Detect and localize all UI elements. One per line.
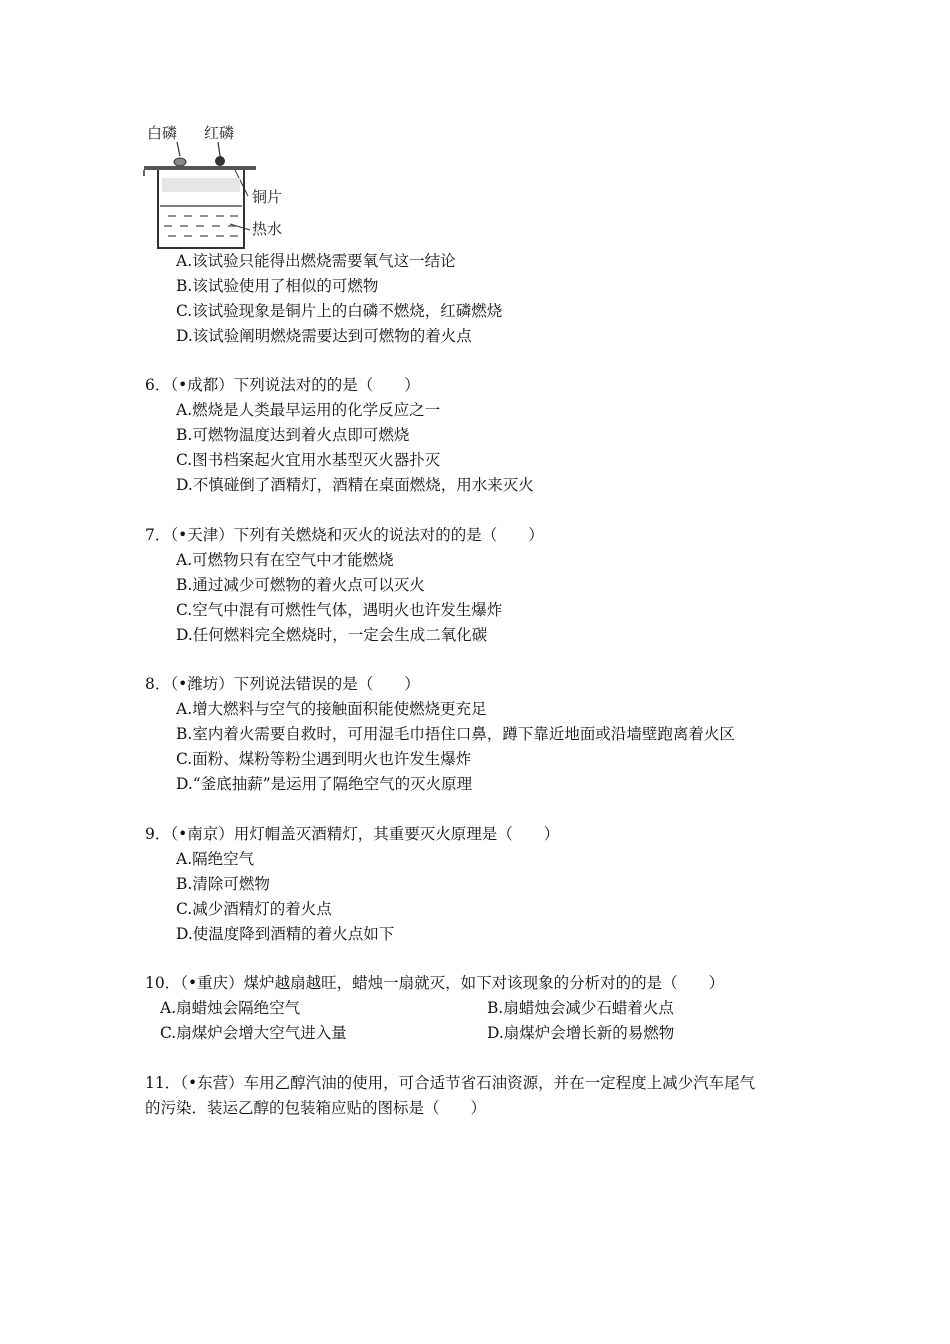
q5-option-d: D.该试验阐明燃烧需要达到可燃物的着火点 [176, 327, 472, 345]
q9-stem: 9．（•南京）用灯帽盖灭酒精灯，其重要灭火原理是（ ） [145, 825, 560, 843]
q7-option-c: C.空气中混有可燃性气体，遇明火也许发生爆炸 [176, 601, 503, 619]
q9-option-a: A.隔绝空气 [176, 850, 255, 868]
q10-option-b: B.扇蜡烛会减少石蜡着火点 [487, 999, 674, 1017]
copper-sheet-label: 铜片 [252, 188, 283, 206]
q11-stem-line2: 的污染．装运乙醇的包装箱应贴的图标是（ ） [145, 1099, 487, 1117]
q9-option-b: B.清除可燃物 [176, 875, 270, 893]
q7-option-d: D.任何燃料完全燃烧时，一定会生成二氧化碳 [176, 626, 488, 644]
q10-option-d: D.扇煤炉会增长新的易燃物 [487, 1024, 675, 1042]
q8-option-c: C.面粉、煤粉等粉尘遇到明火也许发生爆炸 [176, 750, 472, 768]
q9-option-d: D.使温度降到酒精的着火点如下 [176, 925, 395, 943]
q5-option-b: B.该试验使用了相似的可燃物 [176, 277, 379, 295]
q9-option-c: C.减少酒精灯的着火点 [176, 900, 332, 918]
q5-option-c: C.该试验现象是铜片上的白磷不燃烧，红磷燃烧 [176, 302, 503, 320]
q8-option-a: A.增大燃料与空气的接触面积能使燃烧更充足 [176, 700, 487, 718]
q7-stem: 7．（•天津）下列有关燃烧和灭火的说法对的的是（ ） [145, 526, 544, 544]
q8-option-d: D.“釜底抽薪”是运用了隔绝空气的灭火原理 [176, 775, 473, 793]
q6-stem: 6．（•成都）下列说法对的的是（ ） [145, 376, 420, 394]
q10-option-c: C.扇煤炉会增大空气进入量 [160, 1024, 347, 1042]
hot-water-label: 热水 [252, 220, 283, 238]
white-phosphorus-label: 白磷 [147, 124, 178, 142]
q5-option-a: A.该试验只能得出燃烧需要氧气这一结论 [176, 252, 456, 270]
q6-option-d: D.不慎碰倒了酒精灯，酒精在桌面燃烧，用水来灭火 [176, 476, 534, 494]
q7-option-b: B.通过减少可燃物的着火点可以灭火 [176, 576, 425, 594]
beaker-diagram [140, 122, 290, 254]
experiment-figure [140, 122, 290, 254]
q10-stem: 10．（•重庆）煤炉越扇越旺，蜡烛一扇就灭，如下对该现象的分析对的的是（ ） [145, 974, 725, 992]
q10-option-a: A.扇蜡烛会隔绝空气 [160, 999, 301, 1017]
q6-option-b: B.可燃物温度达到着火点即可燃烧 [176, 426, 410, 444]
red-phosphorus-label: 红磷 [204, 124, 235, 142]
q11-stem-line1: 11．（•东营）车用乙醇汽油的使用，可合适节省石油资源，并在一定程度上减少汽车尾气 [145, 1074, 756, 1092]
q6-option-c: C.图书档案起火宜用水基型灭火器扑灭 [176, 451, 441, 469]
q7-option-a: A.可燃物只有在空气中才能燃烧 [176, 551, 394, 569]
q8-option-b: B.室内着火需要自救时，可用湿毛巾捂住口鼻，蹲下靠近地面或沿墙壁跑离着火区 [176, 725, 735, 743]
q6-option-a: A.燃烧是人类最早运用的化学反应之一 [176, 401, 441, 419]
q8-stem: 8．（•潍坊）下列说法错误的是（ ） [145, 675, 420, 693]
